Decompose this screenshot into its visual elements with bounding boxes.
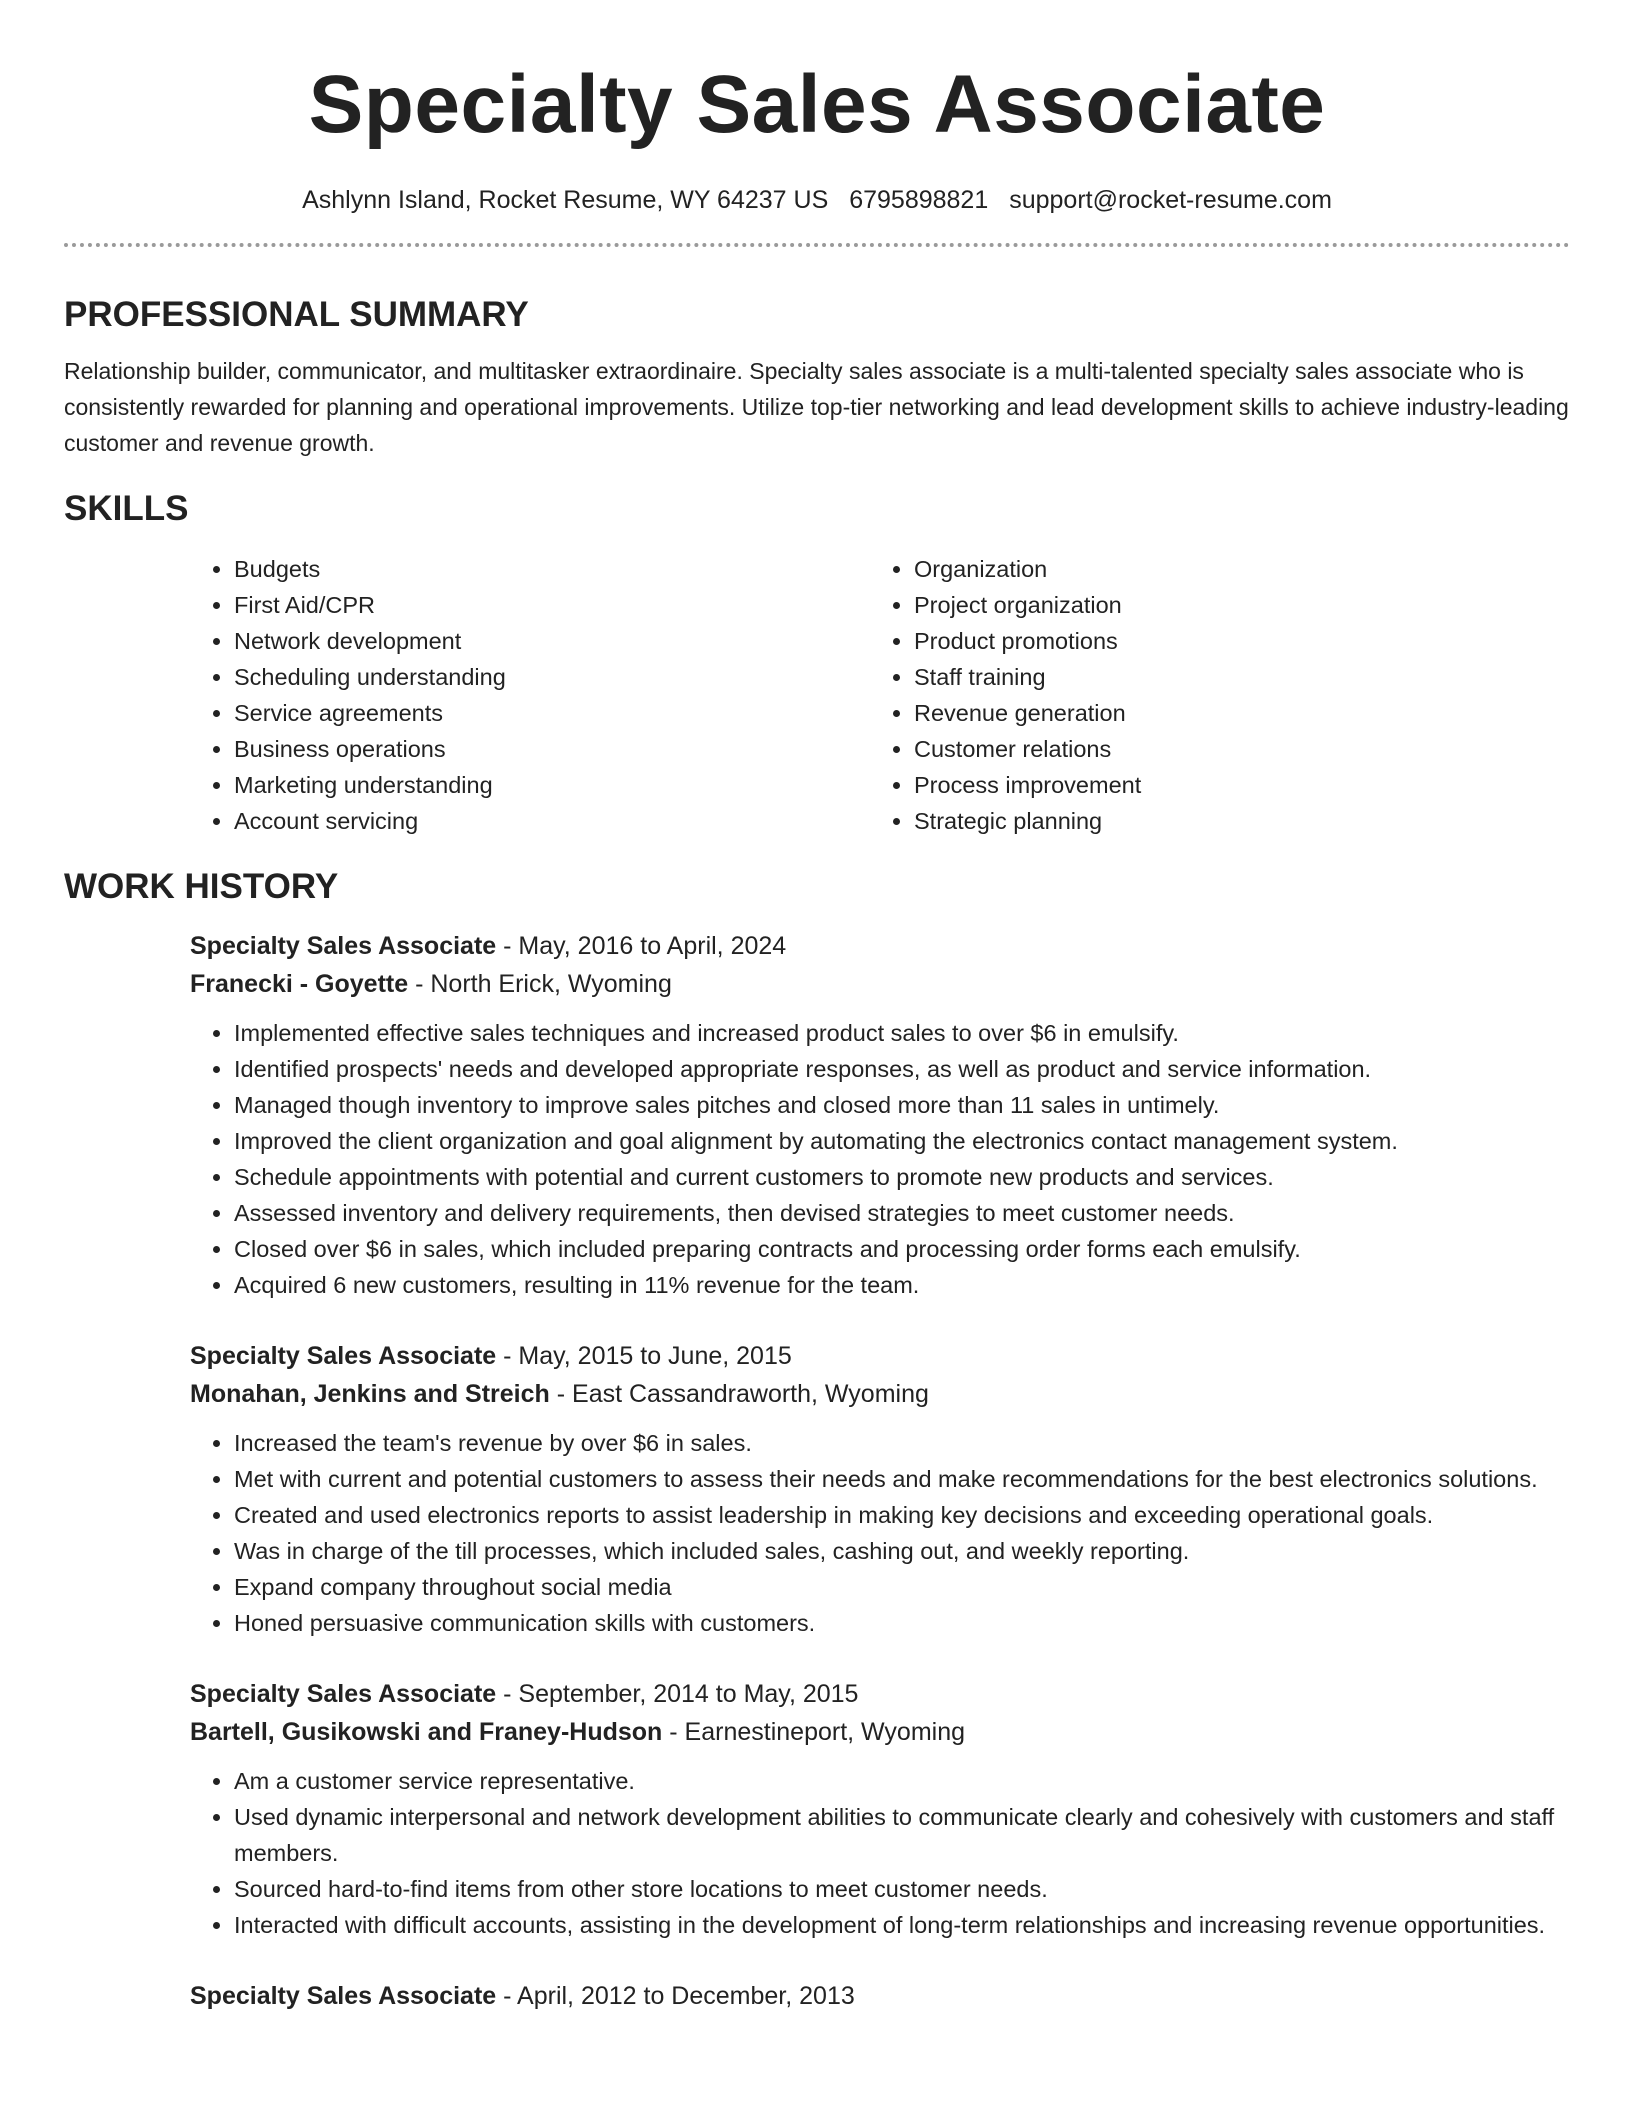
skill-item: • Process improvement xyxy=(914,767,1550,803)
job-company: Bartell, Gusikowski and Franey-Hudson xyxy=(190,1718,663,1746)
job-dates: - April, 2012 to December, 2013 xyxy=(496,1982,855,2010)
job-title-line xyxy=(190,1977,1570,2015)
job-dates: - May, 2016 to April, 2024 xyxy=(496,932,787,960)
job-bullet: • Created and used electronics reports to assist leadership in making key decisions and exceeding operational goals. xyxy=(234,1497,1570,1533)
job-entry xyxy=(190,1337,1570,1641)
skill-item: • Revenue generation xyxy=(914,695,1550,731)
header-divider xyxy=(64,243,1570,247)
skill-item: • Marketing understanding xyxy=(234,767,870,803)
job-entry xyxy=(190,1977,1570,2015)
skill-item: • Account servicing xyxy=(234,803,870,839)
job-bullet: • Improved the client organization and goal alignment by automating the electronics contact management system. xyxy=(234,1123,1570,1159)
skills-column-left xyxy=(190,551,870,839)
skill-item: • Business operations xyxy=(234,731,870,767)
skill-item: • Organization xyxy=(914,551,1550,587)
job-bullet: • Implemented effective sales techniques and increased product sales to over $6 in emulsify. xyxy=(234,1015,1570,1051)
job-bullet: • Identified prospects' needs and developed appropriate responses, as well as product and service information. xyxy=(234,1051,1570,1087)
job-title-line xyxy=(190,1337,1570,1375)
skill-item: • Strategic planning xyxy=(914,803,1550,839)
job-bullet: • Expand company throughout social media xyxy=(234,1569,1570,1605)
skill-item: • Budgets xyxy=(234,551,870,587)
contact-email: support@rocket-resume.com xyxy=(1009,186,1332,214)
job-entry xyxy=(190,927,1570,1303)
job-location: - Earnestineport, Wyoming xyxy=(662,1718,966,1746)
skills-list xyxy=(190,551,1570,839)
job-bullet: • Used dynamic interpersonal and network development abilities to communicate clearly and cohesively with customers and staff members. xyxy=(234,1799,1570,1871)
summary-heading: PROFESSIONAL SUMMARY xyxy=(64,295,529,334)
job-company-line xyxy=(190,1375,1570,1413)
job-location: - East Cassandraworth, Wyoming xyxy=(549,1380,929,1408)
job-role: Specialty Sales Associate xyxy=(190,1342,497,1370)
job-company: Monahan, Jenkins and Streich xyxy=(190,1380,550,1408)
job-bullet: • Interacted with difficult accounts, assisting in the development of long-term relationships and increasing revenue opportunities. xyxy=(234,1907,1570,1943)
job-bullet: • Assessed inventory and delivery requirements, then devised strategies to meet customer needs. xyxy=(234,1195,1570,1231)
skill-item: • Project organization xyxy=(914,587,1550,623)
job-bullet: • Managed though inventory to improve sales pitches and closed more than 11 sales in untimely. xyxy=(234,1087,1570,1123)
skill-item: • Service agreements xyxy=(234,695,870,731)
job-bullets xyxy=(190,1015,1570,1303)
job-role: Specialty Sales Associate xyxy=(190,1680,497,1708)
job-title-line xyxy=(190,1675,1570,1713)
skill-item: • Product promotions xyxy=(914,623,1550,659)
skill-item: • Staff training xyxy=(914,659,1550,695)
work-history-heading: WORK HISTORY xyxy=(64,867,339,906)
job-company-line xyxy=(190,965,1570,1003)
job-bullet: • Was in charge of the till processes, which included sales, cashing out, and weekly reporting. xyxy=(234,1533,1570,1569)
contact-line xyxy=(64,183,1570,217)
job-bullet: • Schedule appointments with potential and current customers to promote new products and services. xyxy=(234,1159,1570,1195)
job-dates: - May, 2015 to June, 2015 xyxy=(496,1342,792,1370)
skill-item: • First Aid/CPR xyxy=(234,587,870,623)
skills-column-right xyxy=(870,551,1550,839)
job-company: Franecki - Goyette xyxy=(190,970,409,998)
job-bullet: • Sourced hard-to-find items from other store locations to meet customer needs. xyxy=(234,1871,1570,1907)
job-role: Specialty Sales Associate xyxy=(190,1982,497,2010)
resume-page xyxy=(64,0,1570,2049)
resume-name: Specialty Sales Associate xyxy=(308,59,1326,150)
job-bullet: • Acquired 6 new customers, resulting in 11% revenue for the team. xyxy=(234,1267,1570,1303)
skill-item: • Customer relations xyxy=(914,731,1550,767)
job-entry xyxy=(190,1675,1570,1943)
job-bullet: • Increased the team's revenue by over $6 in sales. xyxy=(234,1425,1570,1461)
job-bullets xyxy=(190,1425,1570,1641)
skill-item: • Network development xyxy=(234,623,870,659)
contact-address: Ashlynn Island, Rocket Resume, WY 64237 US xyxy=(302,186,829,214)
job-title-line xyxy=(190,927,1570,965)
job-bullet: • Closed over $6 in sales, which included preparing contracts and processing order forms each emulsify. xyxy=(234,1231,1570,1267)
job-bullet: • Honed persuasive communication skills with customers. xyxy=(234,1605,1570,1641)
job-bullets xyxy=(190,1763,1570,1943)
job-bullet: • Am a customer service representative. xyxy=(234,1763,1570,1799)
summary-text: Relationship builder, communicator, and multitasker extraordinaire. Specialty sales associate is a multi-talented specialty sales associate who is consistently rewarded for planning and operational improvements. Utilize top-tier networking and lead development skills to achieve industry-leading customer and revenue growth. xyxy=(64,358,1569,456)
job-company-line xyxy=(190,1713,1570,1751)
job-bullet: • Met with current and potential customers to assess their needs and make recommendations for the best electronics solutions. xyxy=(234,1461,1570,1497)
contact-phone: 6795898821 xyxy=(849,186,989,214)
job-dates: - September, 2014 to May, 2015 xyxy=(496,1680,859,1708)
job-role: Specialty Sales Associate xyxy=(190,932,497,960)
job-location: - North Erick, Wyoming xyxy=(408,970,672,998)
skills-heading: SKILLS xyxy=(64,489,189,528)
skill-item: • Scheduling understanding xyxy=(234,659,870,695)
